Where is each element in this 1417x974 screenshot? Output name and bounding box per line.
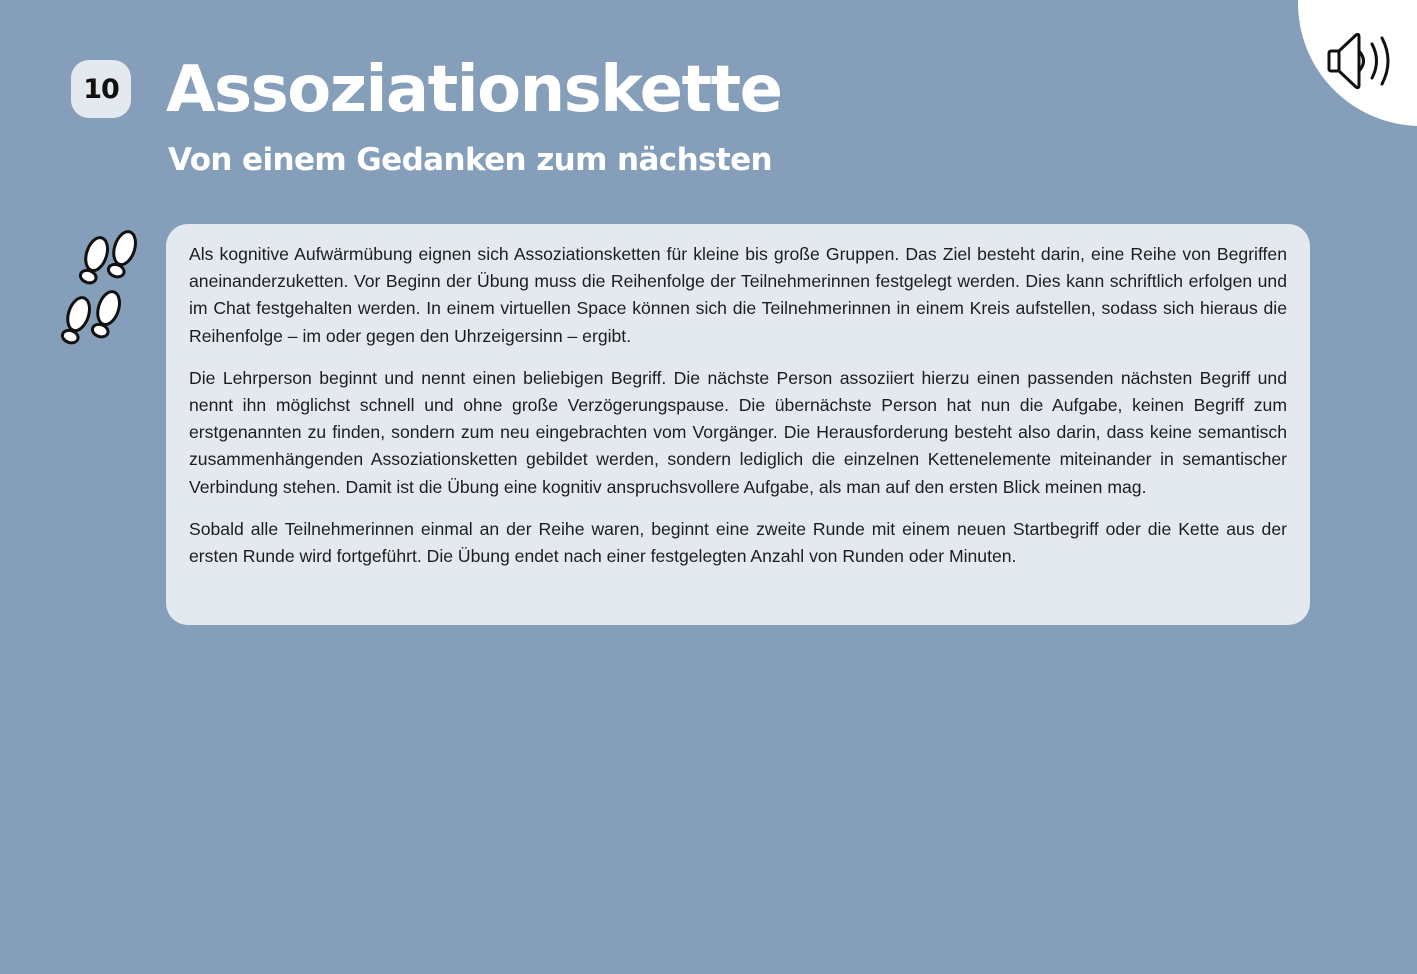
footsteps-icon bbox=[60, 230, 150, 354]
description-card bbox=[166, 224, 1310, 625]
paragraph-rounds: Sobald alle Teilnehmerinnen einmal an der Reihe waren, beginnt eine zweite Runde mit einem neuen Startbegriff oder die Kette aus der ersten Runde wird fortgeführt. Die Übung endet nach einer festgelegten Anzahl von Runden oder Minuten. bbox=[189, 518, 1287, 567]
speaker-icon[interactable] bbox=[1326, 30, 1398, 92]
page-subtitle: Von einem Gedanken zum nächsten bbox=[168, 142, 773, 178]
page-title: Assoziationskette bbox=[166, 53, 782, 127]
paragraph-intro: Als kognitive Aufwärmübung eignen sich Assoziationsketten für kleine bis große Gruppen. Das Ziel besteht darin, eine Reihe von Begriffen aneinanderzuketten. Vor Beginn der Übung muss die Reihenfolge der Teilnehmerinnen festgelegt werden. Dies kann schriftlich erfolgen und im Chat festgehalten werden. In einem virtuellen Space können sich die Teilnehmerinnen in einem Kreis aufstellen, sodass sich hieraus die Reihenfolge – im oder gegen den Uhrzeigersinn – ergibt. bbox=[189, 244, 1287, 346]
paragraph-procedure: Die Lehrperson beginnt und nennt einen beliebigen Begriff. Die nächste Person assoziiert hierzu einen passenden nächsten Begriff und nennt ihn möglichst schnell und ohne große Verzögerungspause. Die übernächste Person hat nun die Aufgabe, keinen Begriff zum erstgenannten zu finden, sondern zum neu eingebrachten vom Vorgänger. Die Herausforderung besteht also darin, dass keine semantisch zusammenhängenden Assoziationsketten gebildet werden, sondern lediglich die einzelnen Kettenelemente miteinander in semantischer Verbindung stehen. Damit ist die Übung eine kognitiv anspruchsvollere Aufgabe, als man auf den ersten Blick meinen mag. bbox=[189, 367, 1287, 497]
exercise-number-badge: 10 bbox=[71, 60, 131, 118]
